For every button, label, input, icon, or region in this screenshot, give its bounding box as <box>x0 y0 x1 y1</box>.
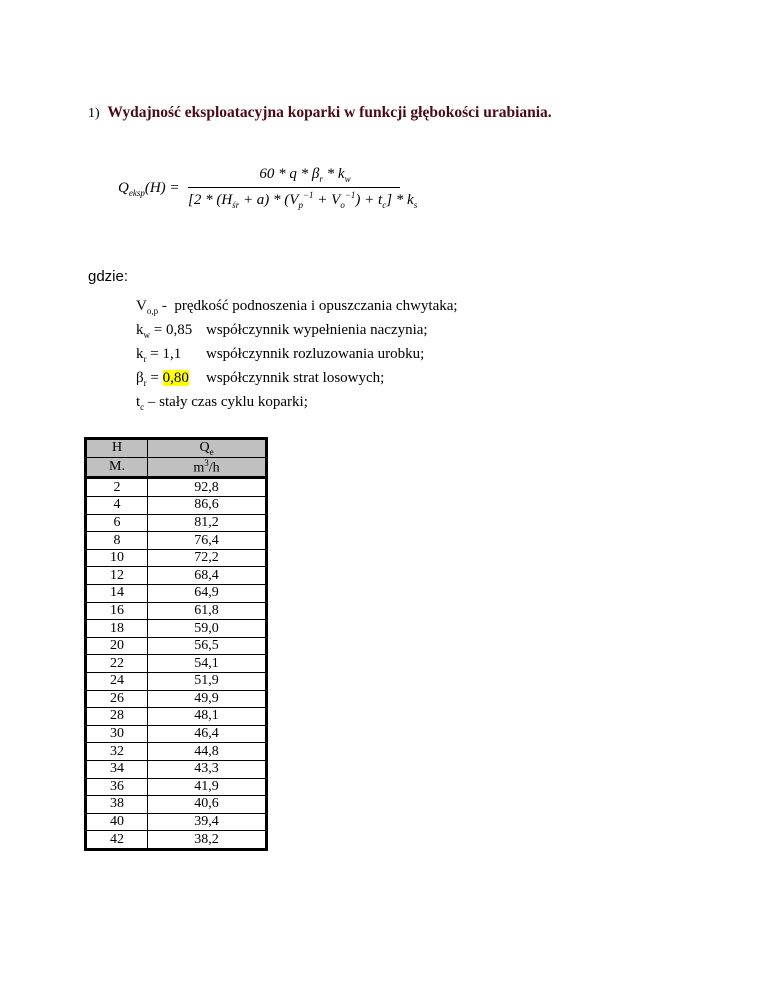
cell-efficiency: 56,5 <box>148 637 267 655</box>
table-units-row <box>86 457 267 478</box>
cell-efficiency: 61,8 <box>148 602 267 620</box>
cell-efficiency: 76,4 <box>148 532 267 550</box>
table-row <box>86 497 267 515</box>
cell-depth: 22 <box>86 655 148 673</box>
definition-kr: $k_r = 1,1$ współczynnik rozluzowania urobku; <box>136 346 425 364</box>
table-row <box>86 743 267 761</box>
table-row <box>86 708 267 726</box>
section-title: Wydajność eksploatacyjna koparki w funkcji głębokości urabiania. <box>107 104 552 121</box>
table-row <box>86 585 267 603</box>
cell-depth: 40 <box>86 813 148 831</box>
cell-efficiency: 43,3 <box>148 760 267 778</box>
cell-depth: 36 <box>86 778 148 796</box>
definitions-list <box>136 297 458 417</box>
cell-efficiency: 51,9 <box>148 672 267 690</box>
cell-depth: 42 <box>86 831 148 850</box>
table-row <box>86 549 267 567</box>
cell-efficiency: 64,9 <box>148 585 267 603</box>
cell-depth: 34 <box>86 760 148 778</box>
unit-h: M. <box>86 457 148 478</box>
results-table <box>84 437 268 851</box>
cell-efficiency: 39,4 <box>148 813 267 831</box>
table-header-row <box>86 439 267 458</box>
table-row <box>86 672 267 690</box>
definition-kw: $k_w = 0,85$ współczynnik wypełnienia naczynia; <box>136 322 428 340</box>
section-heading <box>88 104 552 122</box>
table-row <box>86 602 267 620</box>
table-row <box>86 796 267 814</box>
table-row <box>86 778 267 796</box>
cell-depth: 14 <box>86 585 148 603</box>
header-qe: $Q_e$ <box>148 439 267 458</box>
cell-efficiency: 54,1 <box>148 655 267 673</box>
cell-depth: 20 <box>86 637 148 655</box>
cell-depth: 12 <box>86 567 148 585</box>
table-row <box>86 725 267 743</box>
formula-fraction <box>188 166 418 210</box>
efficiency-formula <box>118 166 418 222</box>
table-row <box>86 831 267 850</box>
cell-efficiency: 40,6 <box>148 796 267 814</box>
formula-denominator: $[2 * (H_{śr} + a) * (V_p^{-1} + V_o^{-1}) + t_c] * k_s$ <box>188 190 418 210</box>
cell-depth: 26 <box>86 690 148 708</box>
cell-depth: 18 <box>86 620 148 638</box>
section-number: 1) <box>88 106 100 121</box>
unit-qe: $m^3/h$ <box>148 457 267 478</box>
cell-depth: 10 <box>86 549 148 567</box>
cell-efficiency: 46,4 <box>148 725 267 743</box>
table-row <box>86 655 267 673</box>
cell-efficiency: 92,8 <box>148 478 267 497</box>
cell-efficiency: 38,2 <box>148 831 267 850</box>
cell-depth: 2 <box>86 478 148 497</box>
table-row <box>86 478 267 497</box>
cell-efficiency: 68,4 <box>148 567 267 585</box>
fraction-bar <box>188 187 400 188</box>
table-row <box>86 532 267 550</box>
formula-lhs: $Q_{eksp}(H)$ = <box>118 180 180 198</box>
cell-efficiency: 48,1 <box>148 708 267 726</box>
header-h: H <box>86 439 148 458</box>
cell-depth: 6 <box>86 514 148 532</box>
cell-depth: 28 <box>86 708 148 726</box>
cell-depth: 38 <box>86 796 148 814</box>
cell-efficiency: 72,2 <box>148 549 267 567</box>
formula-numerator: 60 * q * $\beta_r * k_w$ <box>259 166 351 184</box>
cell-depth: 4 <box>86 497 148 515</box>
definition-tc: $t_c$ – stały czas cyklu koparki; <box>136 394 308 412</box>
table-row <box>86 813 267 831</box>
definition-vop: $V_{o,p}$ - prędkość podnoszenia i opuszczania chwytaka; <box>136 298 458 316</box>
table-row <box>86 637 267 655</box>
cell-depth: 16 <box>86 602 148 620</box>
cell-efficiency: 81,2 <box>148 514 267 532</box>
cell-efficiency: 44,8 <box>148 743 267 761</box>
cell-efficiency: 41,9 <box>148 778 267 796</box>
table-row <box>86 514 267 532</box>
cell-depth: 32 <box>86 743 148 761</box>
table-row <box>86 760 267 778</box>
highlighted-value: 0,80 <box>162 370 189 386</box>
table-row <box>86 620 267 638</box>
cell-depth: 8 <box>86 532 148 550</box>
where-label: gdzie: <box>88 268 129 285</box>
cell-efficiency: 49,9 <box>148 690 267 708</box>
cell-depth: 30 <box>86 725 148 743</box>
cell-efficiency: 86,6 <box>148 497 267 515</box>
definition-beta-r: $\beta_r = 0,80$ współczynnik strat losowych; <box>136 370 385 388</box>
table-row <box>86 690 267 708</box>
cell-efficiency: 59,0 <box>148 620 267 638</box>
table-row <box>86 567 267 585</box>
cell-depth: 24 <box>86 672 148 690</box>
